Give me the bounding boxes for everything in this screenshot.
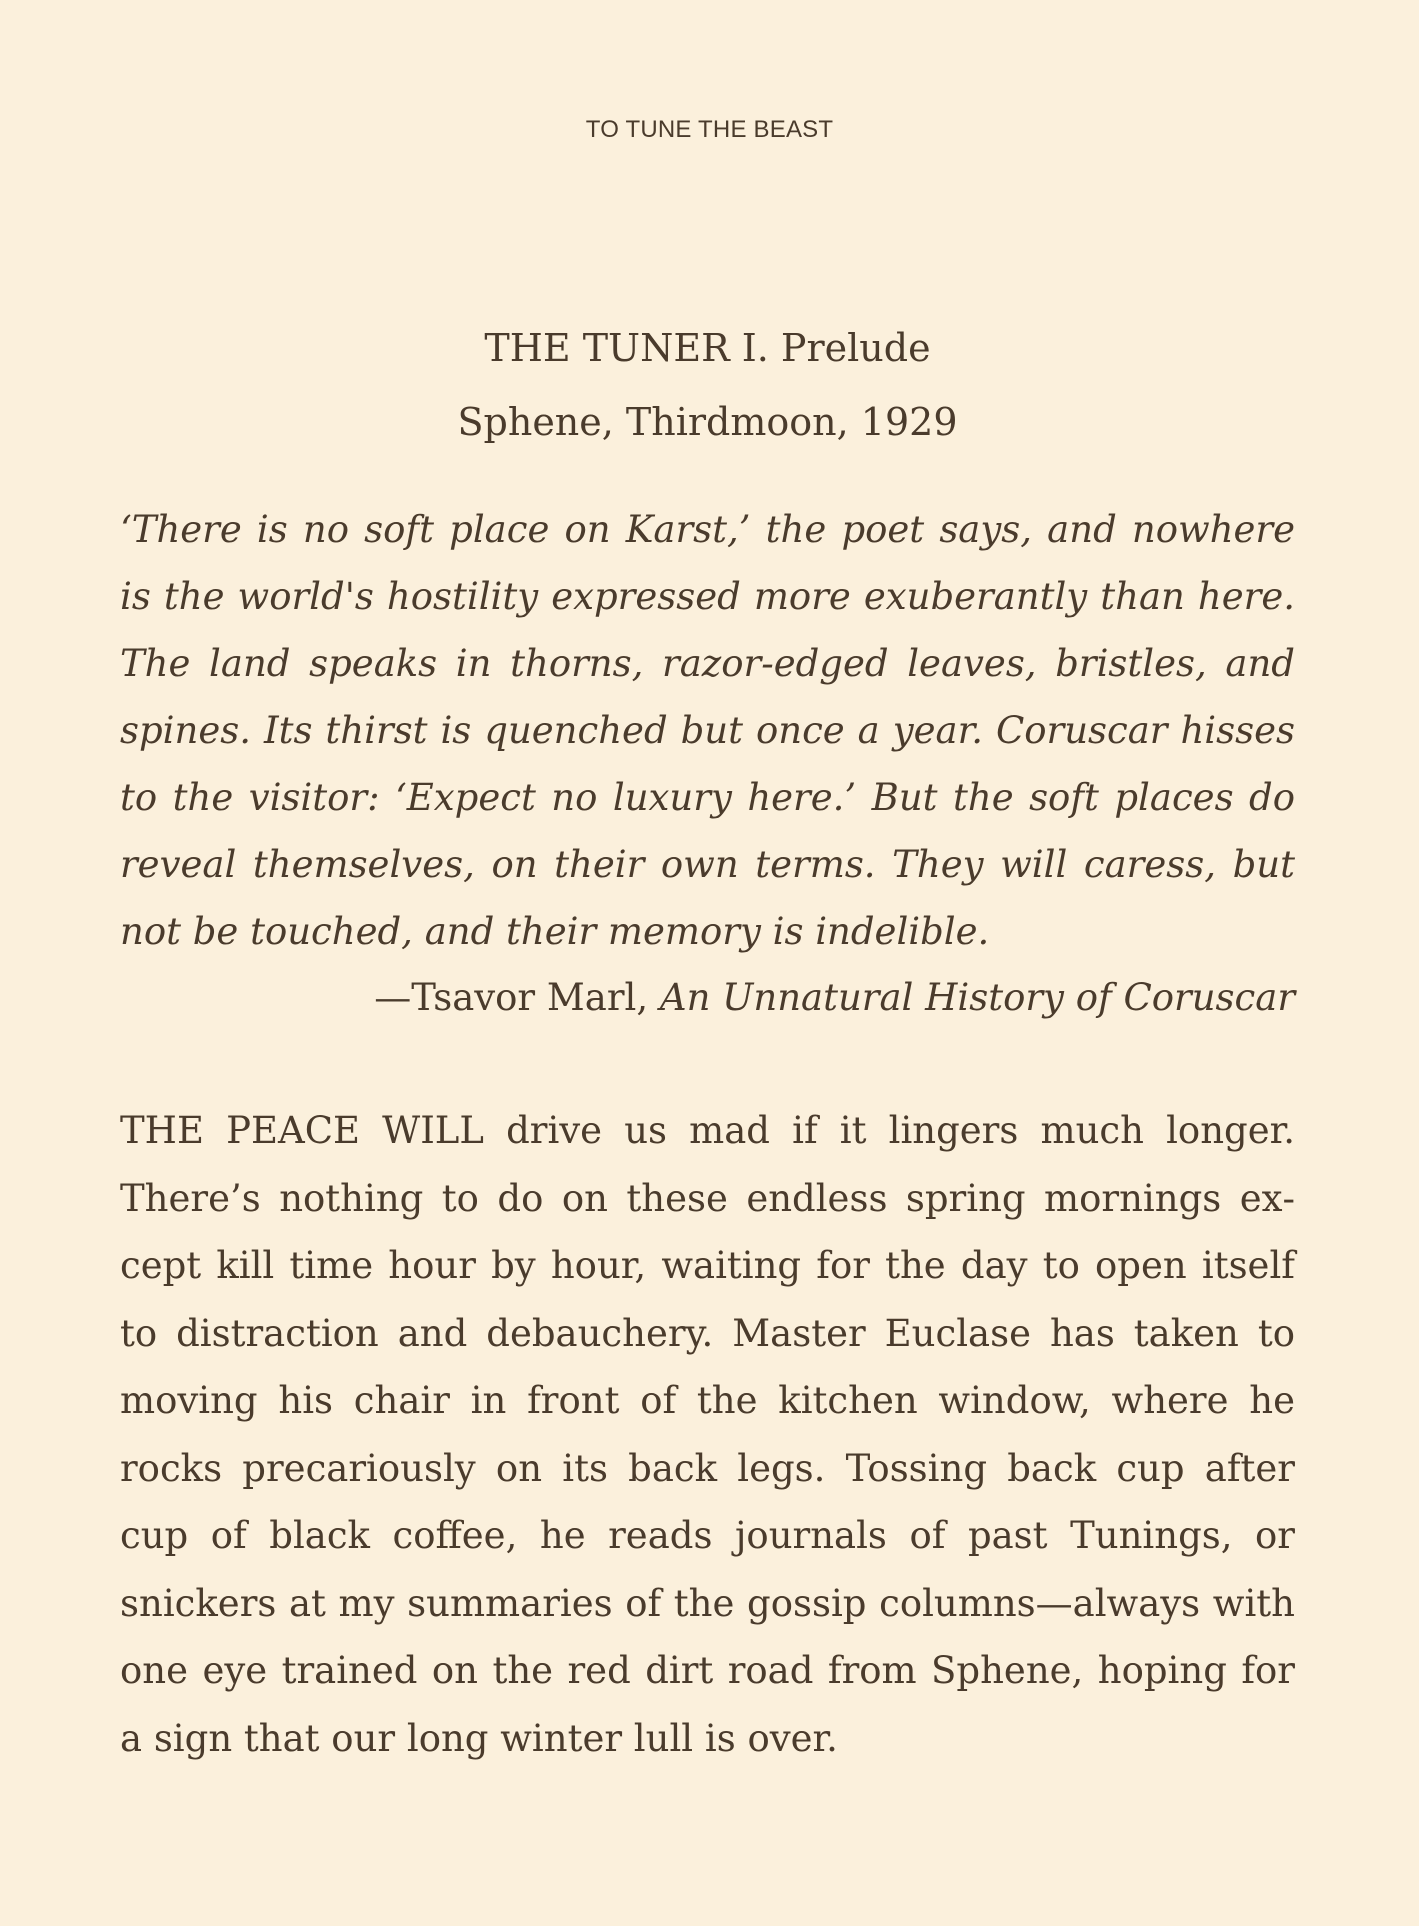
body-paragraph: THE PEACE WILL drive us mad if it lingers much longer. There’s nothing to do on these endless spring mornings except kill time hour by hour, waiting for the day to open itself to distraction and debauchery. Master Euclase has taken to moving his chair in front of the kitchen window, where he rocks precariously on its back legs. Tossing back cup after cup of black coffee, he reads journals of past Tunings, or snickers at my summaries of the gossip columns—always with one eye trained on the red dirt road from Sphene, hoping for a sign that our long winter lull is over.: [120, 1109, 1295, 1760]
attribution-author: —Tsavor Marl,: [374, 976, 660, 1019]
chapter-title: THE TUNER I. Prelude: [484, 326, 931, 370]
epigraph-attribution: [120, 965, 1295, 1031]
running-head: TO TUNE THE BEAST: [585, 116, 834, 143]
epigraph-text: ‘There is no soft place on Karst,’ the poet says, and nowhere is the world's hostility expressed more exuberantly than here. The land speaks in thorns, razor-edged leaves, bristles, and spines. Its thirst is quenched but once a year. Coruscar hisses to the visitor: ‘Expect no luxury here.’ But the soft places do reveal themselves, on their own terms. They will caress, but not be touched, and their memory is indelible.: [120, 508, 1295, 953]
attribution-work-title: An Unnatural History of Coruscar: [659, 976, 1295, 1019]
chapter-dateline: Sphene, Thirdmoon, 1929: [457, 400, 958, 444]
page-content: [120, 318, 1295, 1772]
